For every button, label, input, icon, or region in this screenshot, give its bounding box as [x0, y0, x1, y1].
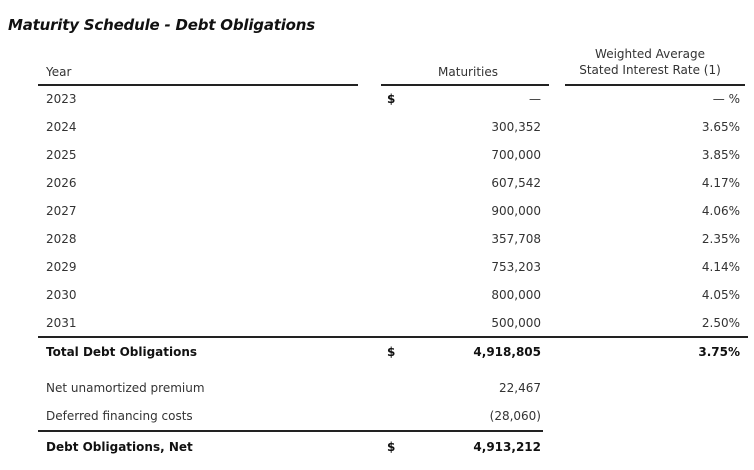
year-cell: 2025 — [46, 148, 77, 162]
table-row — [0, 170, 754, 198]
rate-cell: 3.85% — [701, 148, 740, 162]
maturities-cell: — — [529, 92, 541, 106]
maturities-cell: 900,000 — [491, 204, 541, 218]
header-maturities: Maturities — [438, 65, 498, 79]
adjustment-value: 22,467 — [499, 381, 541, 395]
total-label: Total Debt Obligations — [46, 345, 198, 359]
rate-cell: — % — [712, 92, 740, 106]
total-rule — [38, 336, 748, 338]
net-rule — [38, 430, 543, 432]
total-row — [0, 339, 754, 367]
total-dollar: $ — [387, 345, 396, 359]
maturities-cell: 753,203 — [491, 260, 541, 274]
maturities-cell: 800,000 — [491, 288, 541, 302]
year-cell: 2030 — [46, 288, 77, 302]
net-maturities: 4,913,212 — [473, 440, 541, 454]
total-maturities: 4,918,805 — [473, 345, 541, 359]
rate-cell: 4.14% — [701, 260, 740, 274]
table-row — [0, 198, 754, 226]
year-cell: 2023 — [46, 92, 77, 106]
maturities-cell: 357,708 — [491, 232, 541, 246]
rate-cell: 4.17% — [701, 176, 740, 190]
adjustment-label: Deferred financing costs — [46, 409, 193, 423]
header-year: Year — [46, 65, 72, 79]
maturities-cell: 500,000 — [491, 316, 541, 330]
adjustment-row — [0, 403, 754, 431]
adjustment-value: (28,060) — [489, 409, 541, 423]
maturities-cell: 700,000 — [491, 148, 541, 162]
adjustment-label: Net unamortized premium — [46, 381, 205, 395]
rate-cell: 4.06% — [701, 204, 740, 218]
rate-cell: 3.65% — [701, 120, 740, 134]
table-row — [0, 114, 754, 142]
header-rate — [560, 46, 740, 78]
year-cell: 2027 — [46, 204, 77, 218]
table-row — [0, 86, 754, 114]
table-row — [0, 142, 754, 170]
adjustment-row — [0, 375, 754, 403]
year-cell: 2024 — [46, 120, 77, 134]
maturities-cell: 607,542 — [491, 176, 541, 190]
table-row — [0, 282, 754, 310]
total-rate: 3.75% — [698, 345, 740, 359]
table-row — [0, 254, 754, 282]
header-rate-line1: Weighted Average — [595, 47, 705, 61]
rate-cell: 4.05% — [701, 288, 740, 302]
year-cell: 2028 — [46, 232, 77, 246]
net-dollar: $ — [387, 440, 396, 454]
net-row — [0, 434, 754, 462]
dollar-cell: $ — [387, 92, 396, 106]
year-cell: 2029 — [46, 260, 77, 274]
maturities-cell: 300,352 — [491, 120, 541, 134]
page-title: Maturity Schedule - Debt Obligations — [8, 16, 315, 34]
net-label: Debt Obligations, Net — [46, 440, 193, 454]
table-row — [0, 226, 754, 254]
header-rate-line2: Stated Interest Rate (1) — [579, 63, 721, 77]
rate-cell: 2.50% — [701, 316, 740, 330]
year-cell: 2026 — [46, 176, 77, 190]
table-row — [0, 310, 754, 338]
rate-cell: 2.35% — [701, 232, 740, 246]
year-cell: 2031 — [46, 316, 77, 330]
